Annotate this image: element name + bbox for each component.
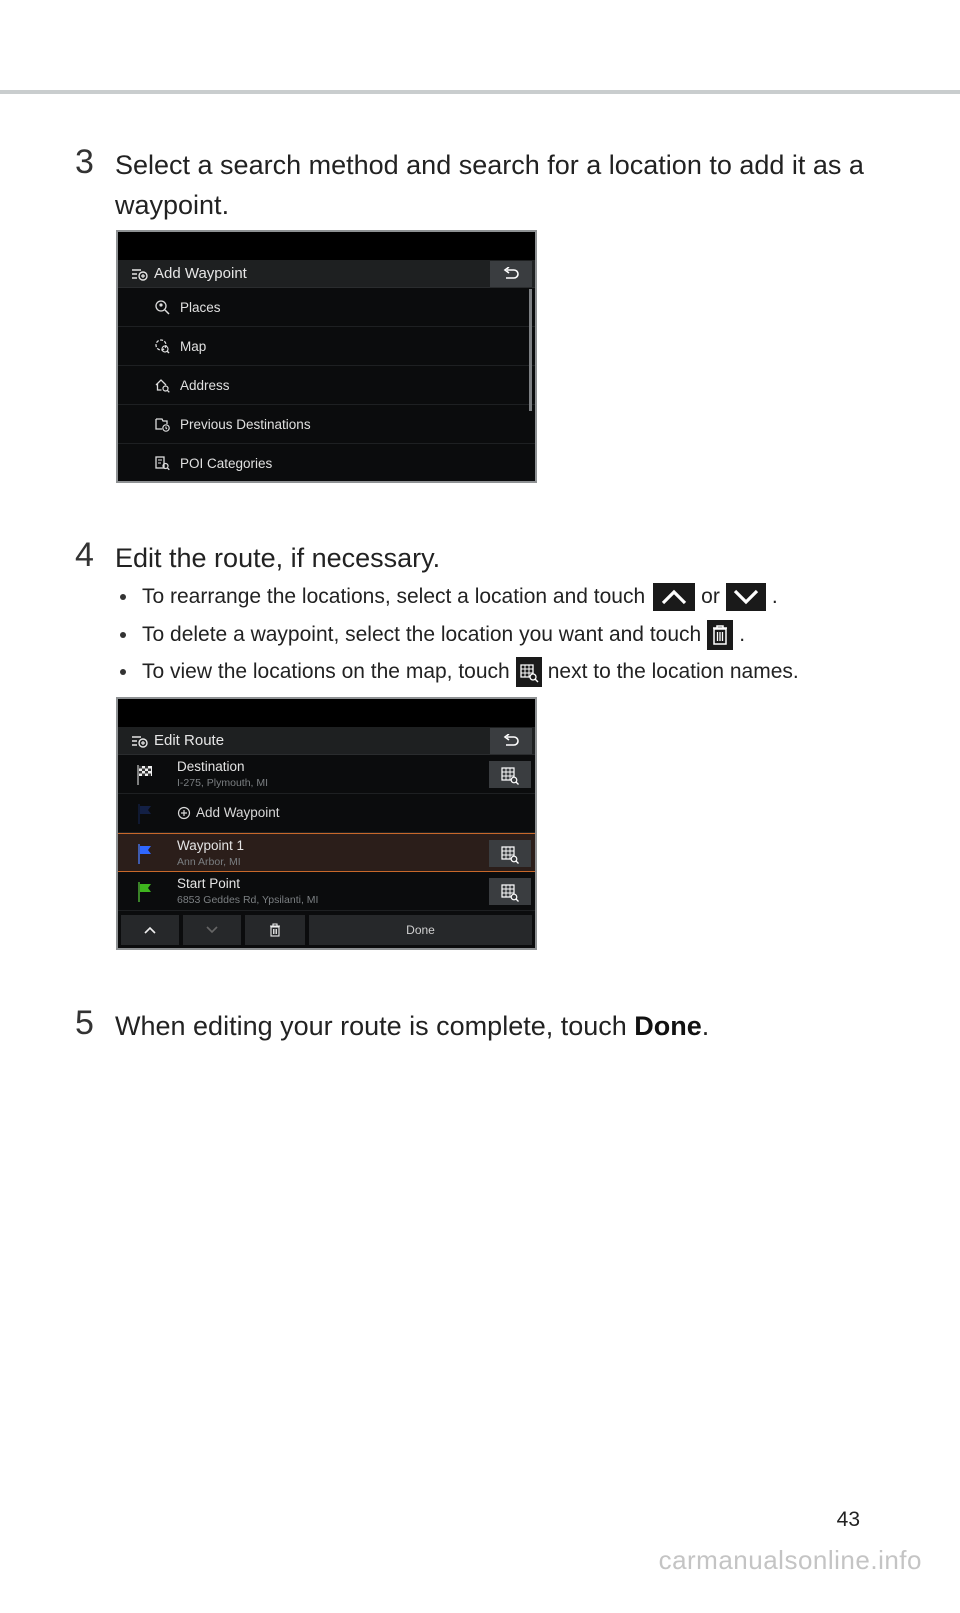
poi-categories-icon <box>154 455 176 471</box>
list-item-label: Map <box>180 338 207 354</box>
done-button[interactable]: Done <box>309 915 532 945</box>
screen-title: Add Waypoint <box>154 265 247 282</box>
bullet-text-end: . <box>771 585 778 608</box>
edit-route-screen <box>116 697 537 950</box>
list-item-address[interactable] <box>118 366 535 405</box>
title-bar <box>118 727 535 755</box>
list-item-label: Previous Destinations <box>180 416 311 432</box>
map-view-button[interactable] <box>489 761 531 788</box>
list-item-label: Address <box>180 377 230 393</box>
map-view-button[interactable] <box>489 878 531 905</box>
list-item-places[interactable] <box>118 288 535 327</box>
list-item-label: POI Categories <box>180 455 273 471</box>
add-waypoint-text: Add Waypoint <box>196 805 280 820</box>
route-row-destination[interactable] <box>118 755 535 794</box>
step-number: 5 <box>75 1004 94 1042</box>
map-view-icon <box>500 844 520 864</box>
route-row-name: Start Point <box>177 876 241 891</box>
list-item-map[interactable] <box>118 327 535 366</box>
scrollbar[interactable] <box>529 289 532 411</box>
route-add-icon <box>130 734 148 748</box>
delete-button[interactable] <box>245 915 305 945</box>
bottom-action-bar <box>121 915 532 945</box>
route-row-waypoint-1[interactable] <box>118 833 535 872</box>
search-method-list <box>118 288 535 483</box>
bullet-text-end: next to the location names. <box>547 660 799 683</box>
add-waypoint-row[interactable] <box>118 794 535 833</box>
blue-flag-icon <box>136 803 154 830</box>
step-number: 3 <box>75 143 94 181</box>
back-arrow-icon <box>502 267 520 281</box>
watermark: carmanualsonline.info <box>658 1545 922 1575</box>
step-text: Select a search method and search for a location to add it as a waypoint. <box>115 150 864 220</box>
map-search-icon <box>154 338 176 354</box>
step-text-post: . <box>701 1011 710 1041</box>
map-view-button[interactable] <box>489 840 531 867</box>
bullet-text: To delete a waypoint, select the location you want and touch <box>142 623 702 646</box>
bullet-text: To view the locations on the map, touch <box>142 660 510 683</box>
title-bar <box>118 260 535 288</box>
step-text: Edit the route, if necessary. <box>115 543 441 573</box>
chevron-down-icon <box>205 925 219 935</box>
done-bold-text: Done <box>634 1011 702 1041</box>
bullet-text-or: or <box>701 585 720 608</box>
list-item-previous-destinations[interactable] <box>118 405 535 444</box>
green-flag-icon <box>136 881 154 908</box>
move-up-button[interactable] <box>121 915 179 945</box>
route-row-address: 6853 Geddes Rd, Ypsilanti, MI <box>177 894 319 906</box>
trash-icon <box>269 923 281 937</box>
map-view-icon <box>500 765 520 785</box>
route-row-name: Waypoint 1 <box>177 838 245 853</box>
back-arrow-icon <box>502 734 520 748</box>
back-button[interactable] <box>490 728 532 754</box>
bullet-view-map <box>120 655 799 689</box>
status-bar <box>118 232 535 260</box>
add-waypoint-label <box>177 805 280 820</box>
move-down-button[interactable] <box>183 915 241 945</box>
back-button[interactable] <box>490 261 532 287</box>
page-number: 43 <box>836 1508 860 1531</box>
chevron-up-icon <box>143 925 157 935</box>
step-text <box>115 1006 875 1046</box>
checkered-flag-icon <box>136 764 154 791</box>
bullet-dot <box>120 669 126 675</box>
step-number: 4 <box>75 536 94 574</box>
step-text-pre: When editing your route is complete, touch <box>115 1011 635 1041</box>
map-view-icon <box>516 657 542 687</box>
bullet-text-end: . <box>739 623 746 646</box>
chevron-up-icon <box>653 583 695 611</box>
places-search-icon <box>154 299 176 315</box>
map-view-icon <box>500 882 520 902</box>
route-row-address: I-275, Plymouth, MI <box>177 777 269 789</box>
add-circle-icon <box>177 806 191 820</box>
bullet-text: To rearrange the locations, select a location and touch <box>142 585 646 608</box>
route-add-icon <box>130 267 148 281</box>
add-waypoint-screen <box>116 230 537 483</box>
top-rule <box>0 90 960 94</box>
address-search-icon <box>154 377 176 393</box>
list-item-label: Places <box>180 299 221 315</box>
route-row-start-point[interactable] <box>118 872 535 911</box>
bullet-delete <box>120 618 745 652</box>
bullet-rearrange <box>120 580 778 614</box>
trash-icon <box>707 620 733 650</box>
chevron-down-icon <box>726 583 766 611</box>
status-bar <box>118 699 535 727</box>
bullet-dot <box>120 594 126 600</box>
bullet-dot <box>120 632 126 638</box>
previous-destinations-icon <box>154 416 176 432</box>
screen-title: Edit Route <box>154 732 225 749</box>
list-item-poi-categories[interactable] <box>118 444 535 483</box>
route-row-name: Destination <box>177 759 245 774</box>
route-row-address: Ann Arbor, MI <box>177 856 241 868</box>
blue-flag-icon <box>136 843 154 870</box>
